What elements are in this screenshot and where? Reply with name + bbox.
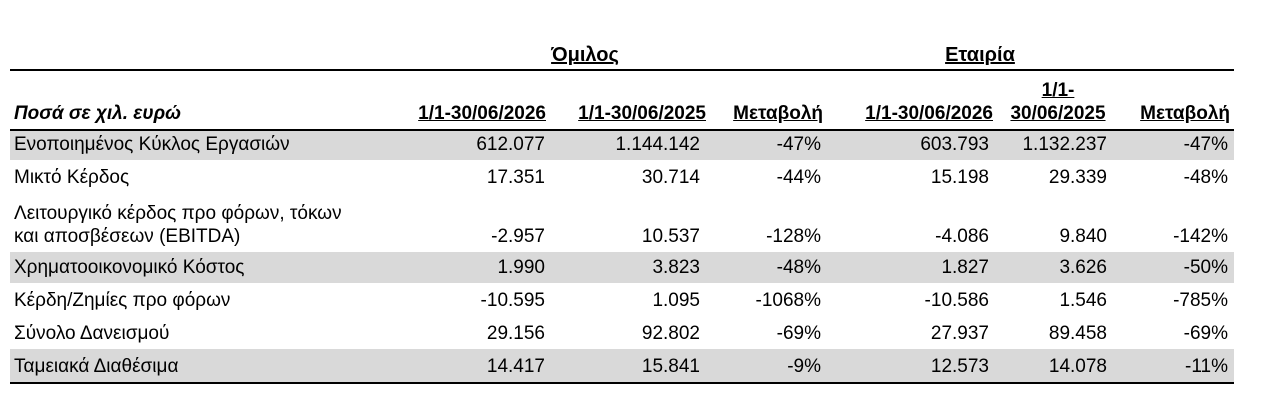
row-label-line1: Λειτουργικό κέρδος προ φόρων, τόκων <box>14 203 342 224</box>
company-current-header: 1/1-30/06/2026 <box>865 103 993 124</box>
group-prior-value: 1.144.142 <box>615 134 700 155</box>
group-prior-value: 30.714 <box>641 167 700 188</box>
company-prior-header <box>998 79 1118 125</box>
company-change-value: -142% <box>1173 226 1228 247</box>
table-row <box>10 316 1234 349</box>
group-change-value: -9% <box>787 356 821 377</box>
company-current-value: 603.793 <box>920 134 989 155</box>
table-row <box>10 349 1234 382</box>
group-prior-value: 15.841 <box>641 356 700 377</box>
group-prior-value: 10.537 <box>641 226 700 247</box>
company-prior-value: 9.840 <box>1059 226 1107 247</box>
group-current-value: 17.351 <box>486 167 545 188</box>
group-current-value: 29.156 <box>486 323 545 344</box>
company-change-value: -69% <box>1183 323 1228 344</box>
column-header-row <box>10 71 1234 129</box>
row-label-line2: και αποσβέσεων (EBITDA) <box>14 226 241 247</box>
company-current-value: 27.937 <box>930 323 989 344</box>
company-change-value: -48% <box>1183 167 1228 188</box>
company-current-value: -4.086 <box>935 226 989 247</box>
company-current-value: 1.827 <box>941 257 989 278</box>
table-body <box>10 131 1234 384</box>
group-current-value: -2.957 <box>491 226 545 247</box>
group-prior-header: 1/1-30/06/2025 <box>578 103 706 124</box>
company-current-value: 15.198 <box>930 167 989 188</box>
company-prior-value: 14.078 <box>1048 356 1107 377</box>
group-header-row <box>10 42 1234 68</box>
group-current-value: 1.990 <box>497 257 545 278</box>
company-change-value: -50% <box>1183 257 1228 278</box>
row-label: Κέρδη/Ζημίες προ φόρων <box>14 290 231 311</box>
group-prior-value: 92.802 <box>641 323 700 344</box>
group-current-value: -10.595 <box>480 290 545 311</box>
company-current-value: 12.573 <box>930 356 989 377</box>
group-current-value: 14.417 <box>486 356 545 377</box>
amounts-label-header: Ποσά σε χιλ. ευρώ <box>14 103 181 124</box>
company-current-value: -10.586 <box>924 290 989 311</box>
group-change-value: -48% <box>776 257 821 278</box>
group-title-company: Εταιρία <box>945 44 1015 66</box>
group-prior-value: 1.095 <box>652 290 700 311</box>
row-label: Μικτό Κέρδος <box>14 167 130 188</box>
group-prior-value: 3.823 <box>652 257 700 278</box>
row-label: Ταμειακά Διαθέσιμα <box>14 356 179 377</box>
group-current-header: 1/1-30/06/2026 <box>418 103 546 124</box>
group-change-value: -44% <box>776 167 821 188</box>
row-label: Σύνολο Δανεισμού <box>14 323 170 344</box>
group-change-value: -69% <box>776 323 821 344</box>
row-label <box>14 202 414 248</box>
company-prior-header-line1: 1/1- <box>1041 80 1075 101</box>
table-row <box>10 193 1234 252</box>
company-prior-value: 29.339 <box>1048 167 1107 188</box>
table-row <box>10 160 1234 193</box>
table-row <box>10 252 1234 283</box>
company-change-value: -11% <box>1185 356 1228 377</box>
company-prior-header-line2: 30/06/2025 <box>1010 103 1106 124</box>
group-title-omilos: Όμιλος <box>551 44 619 66</box>
table-bottom-line <box>10 382 1234 384</box>
company-prior-value: 1.132.237 <box>1022 134 1107 155</box>
group-change-value: -1068% <box>755 290 821 311</box>
company-change-value: -47% <box>1183 134 1228 155</box>
table-row <box>10 131 1234 160</box>
company-prior-value: 89.458 <box>1048 323 1107 344</box>
row-label: Χρηματοοικονομικό Κόστος <box>14 257 245 278</box>
table-row <box>10 283 1234 316</box>
group-change-header: Μεταβολή <box>733 103 823 124</box>
company-change-header: Μεταβολή <box>1140 103 1230 124</box>
group-change-value: -128% <box>766 226 821 247</box>
group-change-value: -47% <box>776 134 821 155</box>
group-current-value: 612.077 <box>476 134 545 155</box>
company-prior-value: 3.626 <box>1059 257 1107 278</box>
row-label: Ενοποιημένος Κύκλος Εργασιών <box>14 134 290 155</box>
company-prior-value: 1.546 <box>1059 290 1107 311</box>
company-change-value: -785% <box>1173 290 1228 311</box>
